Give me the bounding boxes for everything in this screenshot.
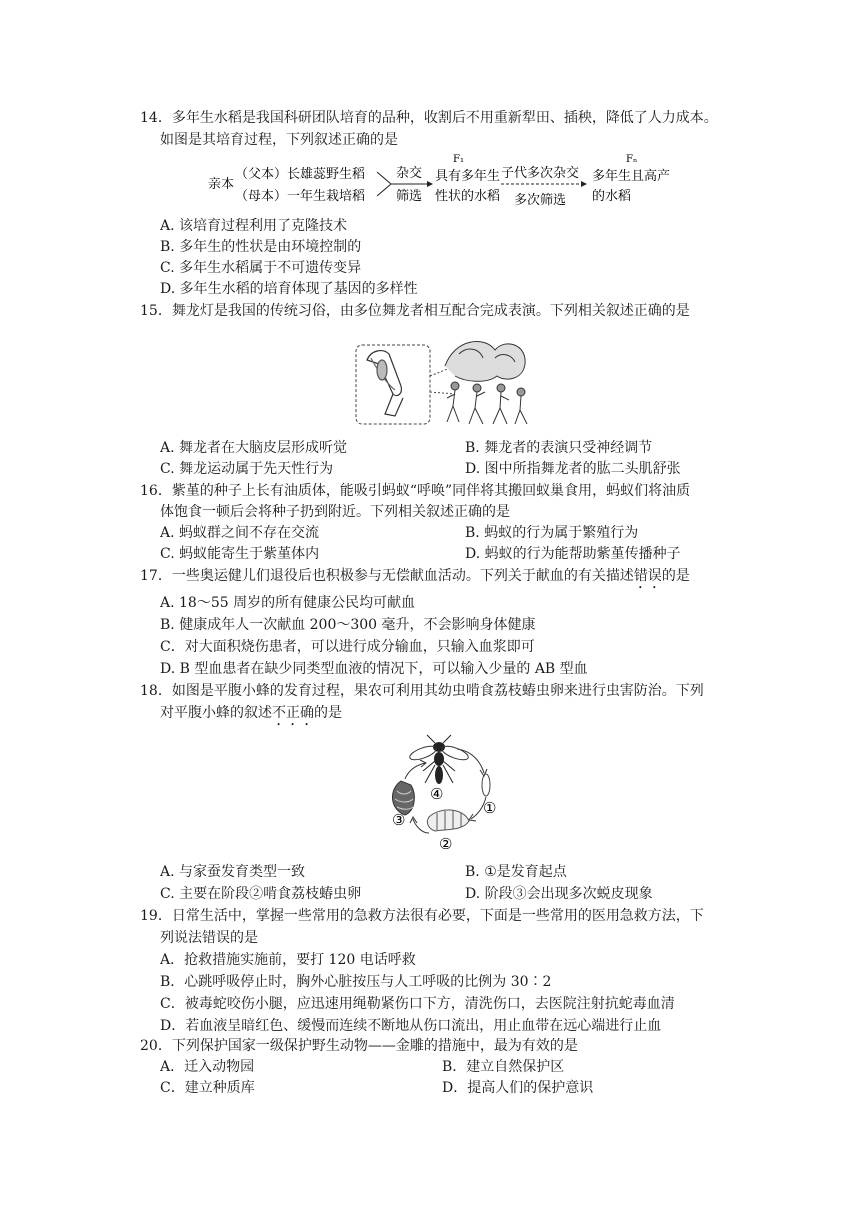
pupa-icon bbox=[392, 781, 414, 815]
q16-stem-line2: 体饱食一顿后会将种子扔到附近。下列相关叙述正确的是 bbox=[160, 504, 510, 520]
q14-option-a: A. 该培育过程利用了克隆技术 bbox=[160, 218, 348, 234]
q20-option-c: C．建立种质库 bbox=[160, 1080, 255, 1096]
q14-fn-desc-line2: 的水稻 bbox=[592, 189, 632, 204]
q14-step-bottom-label: 多次筛选 bbox=[514, 193, 567, 208]
inset-pointer-line-2 bbox=[430, 392, 455, 394]
q19-option-a: A．抢救措施实施前，要打 120 电话呼救 bbox=[160, 952, 416, 968]
q17-stem-emphasis: 错误 bbox=[633, 568, 662, 584]
egg-icon bbox=[482, 774, 490, 796]
q16-option-a: A. 蚂蚁群之间不存在交流 bbox=[160, 525, 320, 541]
q15-option-d: D. 图中所指舞龙者的肱二头肌舒张 bbox=[465, 461, 681, 477]
q17-option-a: A. 18～55 周岁的所有健康公民均可献血 bbox=[160, 595, 416, 611]
q15-stem: 15．舞龙灯是我国的传统习俗，由多位舞龙者相互配合完成表演。下列相关叙述正确的是 bbox=[140, 303, 690, 319]
q14-f1-desc-line2: 性状的水稻 bbox=[435, 189, 501, 204]
q16-option-c: C. 蚂蚁能寄生于紫堇体内 bbox=[160, 546, 320, 562]
q14-stem-line1: 14．多年生水稻是我国科研团队培育的品种，收割后不用重新犁田、插秧，降低了人力成本。 bbox=[140, 110, 718, 126]
q19-option-d: D．若血液呈暗红色、缓慢而连续不断地从伤口流出，用止血带在远心端进行止血 bbox=[160, 1018, 662, 1034]
q18-wasp-lifecycle-diagram bbox=[383, 733, 523, 853]
q14-mother-label: （母本）一年生栽培稻 bbox=[235, 189, 366, 204]
q18-stem-emphasis: 不正确 bbox=[272, 705, 314, 721]
q14-father-label: （父本）长雄蕊野生稻 bbox=[235, 167, 366, 182]
lifecycle-label-3: ③ bbox=[392, 811, 406, 829]
q17-option-d: D. B 型血患者在缺少同类型血液的情况下，可以输入少量的 AB 型血 bbox=[160, 661, 588, 677]
q14-option-c: C. 多年生水稻属于不可遗传变异 bbox=[160, 260, 362, 276]
q15-option-c: C. 舞龙运动属于先天性行为 bbox=[160, 461, 334, 477]
q14-cross-label: 杂交 bbox=[396, 166, 423, 181]
arm-muscle-icon bbox=[367, 351, 403, 416]
q14-fn-desc-line1: 多年生且高产 bbox=[592, 169, 671, 184]
q18-option-d: D. 阶段③会出现多次蜕皮现象 bbox=[465, 886, 653, 902]
q15-option-a: A. 舞龙者在大脑皮层形成听觉 bbox=[160, 440, 348, 456]
q16-option-d: D. 蚂蚁的行为能帮助紫堇传播种子 bbox=[465, 546, 681, 562]
q17-option-b: B. 健康成年人一次献血 200～300 毫升，不会影响身体健康 bbox=[160, 617, 536, 633]
q20-stem: 20．下列保护国家一级保护野生动物——金雕的措施中，最为有效的是 bbox=[140, 1038, 578, 1054]
q18-option-b: B. ①是发育起点 bbox=[465, 864, 567, 880]
q14-step-top-label: 子代多次杂交 bbox=[501, 166, 580, 181]
q14-option-b: B. 多年生的性状是由环境控制的 bbox=[160, 239, 362, 255]
q17-stem-post: 的是 bbox=[661, 568, 690, 584]
q14-cross-bracket bbox=[377, 172, 391, 196]
lifecycle-label-4: ④ bbox=[430, 785, 444, 803]
q18-option-a: A. 与家蚕发育类型一致 bbox=[160, 864, 306, 880]
q18-stem-line1: 18．如图是平腹小蜂的发育过程，果农可利用其幼虫啃食荔枝蝽虫卵来进行虫害防治。下列 bbox=[140, 683, 704, 699]
dragon-dancers-icon bbox=[445, 342, 527, 424]
larva-icon bbox=[427, 810, 469, 831]
q14-fn-label: Fₙ bbox=[626, 154, 638, 165]
q19-option-b: B．心跳呼吸停止时，胸外心脏按压与人工呼吸的比例为 30∶2 bbox=[160, 974, 552, 990]
q16-option-b: B. 蚂蚁的行为属于繁殖行为 bbox=[465, 525, 639, 541]
q14-arrow-2-head bbox=[581, 181, 587, 187]
q16-stem-line1: 16．紫堇的种子上长有油质体，能吸引蚂蚁“呼唤”同伴将其搬回蚁巢食用，蚂蚁们将油质 bbox=[140, 483, 691, 499]
q19-option-c: C．被毒蛇咬伤小腿，应迅速用绳勒紧伤口下方，清洗伤口，去医院注射抗蛇毒血清 bbox=[160, 996, 675, 1012]
q19-stem-line1: 19．日常生活中，掌握一些常用的急救方法很有必要，下面是一些常用的医用急救方法，下 bbox=[140, 908, 704, 924]
adult-wasp-icon bbox=[408, 735, 470, 784]
q17-stem bbox=[140, 566, 690, 592]
q14-breeding-diagram bbox=[205, 150, 705, 212]
q17-stem-pre: 17．一些奥运健儿们退役后也积极参与无偿献血活动。下列关于献血的有关描述 bbox=[140, 568, 634, 584]
q20-option-d: D．提高人们的保护意识 bbox=[442, 1080, 594, 1096]
q14-f1-label: F₁ bbox=[453, 154, 464, 165]
q14-stem-line2: 如图是其培育过程，下列叙述正确的是 bbox=[160, 132, 398, 148]
q18-stem-line2 bbox=[160, 703, 342, 729]
q14-f1-desc-line1: 具有多年生 bbox=[435, 169, 501, 184]
lifecycle-label-2: ② bbox=[439, 835, 453, 853]
q14-select-label: 筛选 bbox=[396, 189, 423, 204]
q18-stem-pre: 对平腹小蜂的叙述 bbox=[160, 705, 272, 721]
q18-stem-post: 的是 bbox=[314, 705, 342, 721]
q17-option-c: C．对大面积烧伤患者，可以进行成分输血，只输入血浆即可 bbox=[160, 639, 535, 655]
q20-option-b: B．建立自然保护区 bbox=[442, 1059, 565, 1075]
q15-dragon-dance-illustration bbox=[355, 336, 535, 428]
arm-muscle-inset-box bbox=[356, 345, 430, 424]
q20-option-a: A．迁入动物园 bbox=[160, 1059, 255, 1075]
q14-parent-label: 亲本 bbox=[208, 177, 235, 192]
q14-arrow-1-head bbox=[427, 181, 433, 187]
q19-stem-line2: 列说法错误的是 bbox=[160, 930, 258, 946]
q18-option-c: C. 主要在阶段②啃食荔枝蝽虫卵 bbox=[160, 886, 362, 902]
q15-option-b: B. 舞龙者的表演只受神经调节 bbox=[465, 440, 653, 456]
lifecycle-label-1: ① bbox=[483, 799, 497, 817]
q14-option-d: D. 多年生水稻的培育体现了基因的多样性 bbox=[160, 281, 418, 297]
